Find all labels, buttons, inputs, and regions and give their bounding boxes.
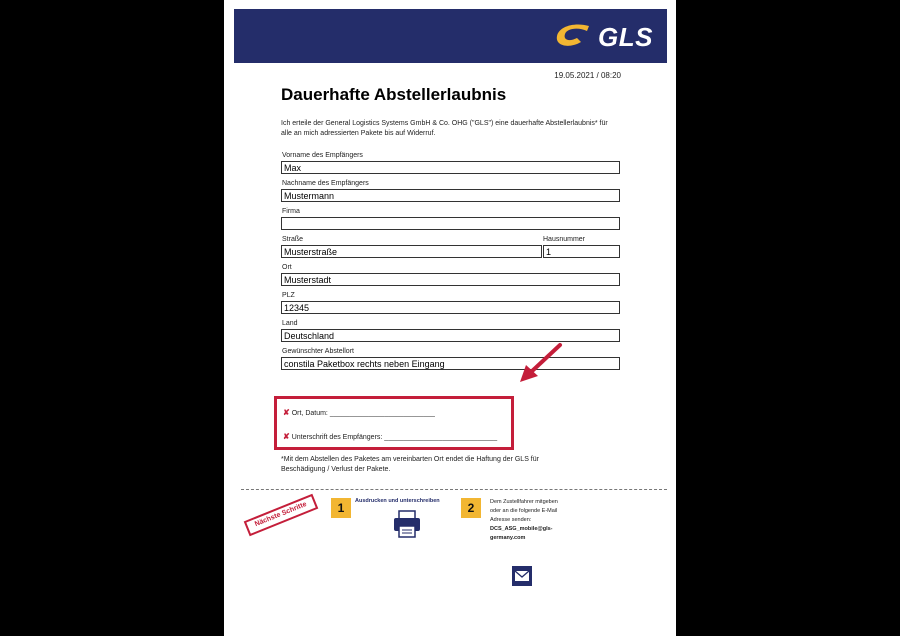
cross-mark-icon: ✘ — [283, 408, 290, 417]
ort-datum-label: Ort, Datum: ___________________________ — [291, 410, 435, 417]
document-page — [224, 0, 676, 636]
step2-badge: 2 — [461, 498, 481, 518]
header-banner — [234, 9, 667, 63]
land-field[interactable]: Deutschland — [281, 329, 620, 342]
strasse-field[interactable]: Musterstraße — [281, 245, 542, 258]
unterschrift-line[interactable] — [283, 432, 497, 441]
label-plz: PLZ — [282, 292, 295, 299]
step1-text: Ausdrucken und unterschreiben — [355, 498, 440, 504]
gls-logo — [553, 20, 653, 54]
step2-text — [490, 498, 570, 543]
label-vorname: Vorname des Empfängers — [282, 152, 363, 159]
label-firma: Firma — [282, 208, 300, 215]
intro-text: Ich erteile der General Logistics Systems GmbH & Co. OHG ("GLS") eine dauerhafte Abstellerlaubnis* für alle an mich adressierten Pakete bis auf Widerruf. — [281, 120, 608, 137]
timestamp: 19.05.2021 / 08:20 — [554, 71, 621, 80]
printer-icon — [392, 509, 422, 539]
label-ort: Ort — [282, 264, 292, 271]
signature-box — [274, 396, 514, 450]
step2-instructions: Dem Zustellfahrer mitgeben oder an die folgende E-Mail Adresse senden: — [490, 499, 558, 523]
footnote: *Mit dem Abstellen des Paketes am vereinbarten Ort endet die Haftung der GLS für Beschädigung / Verlust der Pakete. — [281, 456, 539, 473]
arrow-icon — [516, 340, 564, 386]
hausnummer-field[interactable]: 1 — [543, 245, 620, 258]
next-steps-stamp: Nächste Schritte — [244, 494, 319, 537]
ort-datum-line[interactable] — [283, 408, 435, 417]
nachname-field[interactable]: Mustermann — [281, 189, 620, 202]
plz-field[interactable]: 12345 — [281, 301, 620, 314]
label-abstellort: Gewünschter Abstellort — [282, 348, 354, 355]
page-title: Dauerhafte Abstellerlaubnis — [281, 85, 507, 104]
abstellort-field[interactable]: constila Paketbox rechts neben Eingang — [281, 357, 620, 370]
label-strasse: Straße — [282, 236, 304, 243]
label-land: Land — [282, 320, 298, 327]
label-hausnummer: Hausnummer — [543, 236, 586, 243]
ort-field[interactable]: Musterstadt — [281, 273, 620, 286]
vorname-field[interactable]: Max — [281, 161, 620, 174]
divider — [241, 489, 667, 490]
cross-mark-icon: ✘ — [283, 432, 290, 441]
label-nachname: Nachname des Empfängers — [282, 180, 369, 187]
firma-field[interactable] — [281, 217, 620, 230]
step1-badge: 1 — [331, 498, 351, 518]
gls-swoosh-icon — [553, 22, 593, 50]
email-address[interactable]: DCS_ASG_mobile@gls-germany.com — [490, 526, 553, 541]
email-icon — [511, 565, 533, 587]
unterschrift-label: Unterschrift des Empfängers: _____________________________ — [291, 434, 498, 441]
logo-text: GLS — [598, 22, 653, 52]
